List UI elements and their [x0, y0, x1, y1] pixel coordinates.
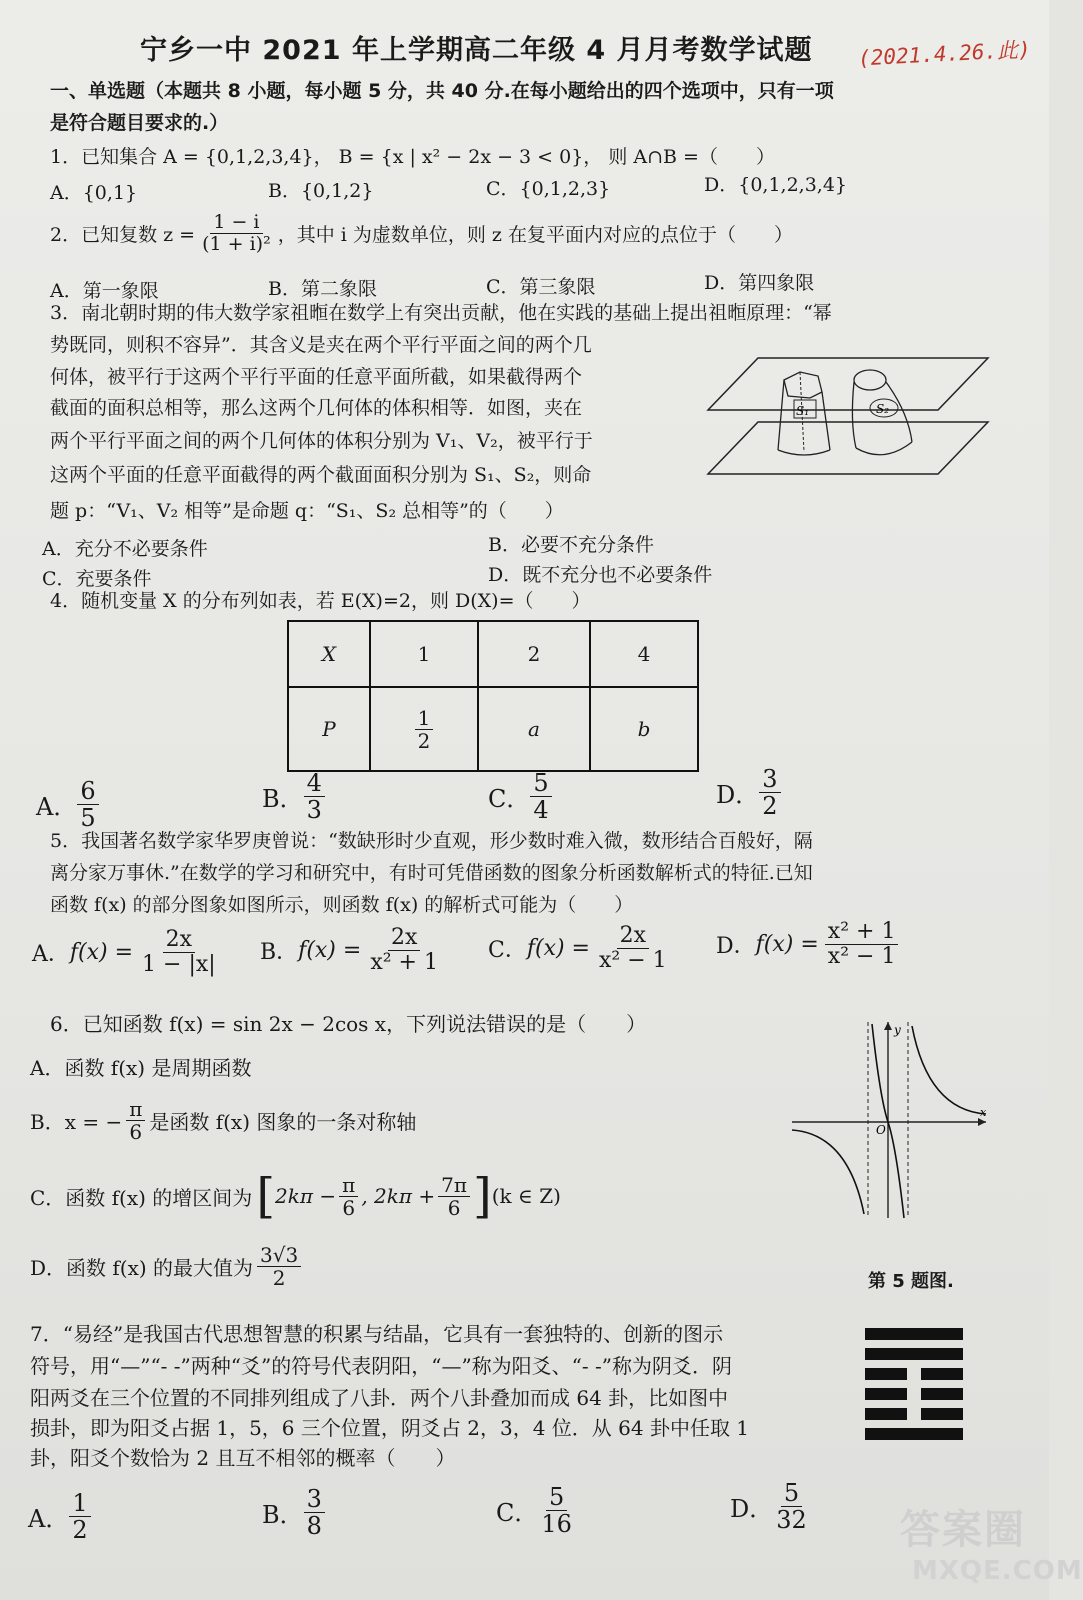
- figure-5-caption: 第 5 题图.: [868, 1271, 954, 1292]
- q3-line-7: 题 p：“V₁、V₂ 相等”是命题 q：“S₁、S₂ 总相等”的（ ）: [50, 500, 564, 522]
- frac-num: 5: [781, 1480, 802, 1507]
- frac-den: x² − 1: [827, 944, 896, 970]
- frac-den: 3: [306, 796, 322, 825]
- question-6-stem: 6．已知函数 f(x) = sin 2x − 2cos x，下列说法错误的是（ ）: [50, 1012, 647, 1036]
- frac-num: x² + 1: [825, 920, 899, 945]
- question-2-stem: [50, 212, 793, 255]
- section-heading: 一、单选题（本题共 8 小题，每小题 5 分，共 40 分.在每小题给出的四个选项中，只有一项: [50, 80, 834, 102]
- frac-den: x² − 1: [599, 948, 667, 974]
- option-label: C．: [488, 785, 531, 814]
- option-label: D．: [716, 781, 760, 810]
- branch-right: [912, 1026, 986, 1114]
- q1-option-a: A．{0,1}: [50, 182, 138, 204]
- q6-option-d: [30, 1244, 301, 1289]
- y-axis-label: y: [894, 1023, 901, 1037]
- q2-frac-num: 1 − i: [210, 212, 262, 234]
- frac-num: 3√3: [257, 1244, 301, 1267]
- hexagram-line-1: [865, 1428, 963, 1440]
- q2-option-a: A．第一象限: [50, 280, 159, 302]
- frac-num: 2x: [388, 926, 420, 951]
- frac-num: 7π: [438, 1174, 470, 1197]
- watermark-url: MXQE.COM: [912, 1556, 1083, 1586]
- frac-num: π: [339, 1174, 358, 1197]
- frac-den: 8: [306, 1512, 322, 1541]
- q5-line-1: 5．我国著名数学家华罗庚曾说：“数缺形时少直观，形少数时难入微，数形结合百般好，隔: [50, 830, 813, 852]
- q7-line-3: 阳两爻在三个位置的不同排列组成了八卦．两个八卦叠加而成 64 卦，比如图中: [30, 1386, 729, 1410]
- option-label: B．: [260, 940, 299, 966]
- frac-den: 2: [272, 1266, 286, 1290]
- frac-den: 6: [129, 1120, 143, 1144]
- s2-label: S₂: [876, 402, 890, 416]
- option-text: C．函数 f(x) 的增区间为: [30, 1185, 253, 1210]
- option-label: D．: [716, 934, 756, 960]
- q5-option-b: [260, 926, 441, 975]
- option-lhs: f(x) =: [755, 932, 819, 958]
- frac-den: 5: [80, 804, 96, 833]
- watermark-logo: 答案圈: [900, 1507, 1026, 1553]
- q2-option-c: C．第三象限: [486, 276, 596, 298]
- q3-option-c: C．充要条件: [42, 568, 152, 590]
- option-label: B．: [262, 1501, 304, 1530]
- q6-option-c: [30, 1168, 561, 1224]
- question-4-stem: 4．随机变量 X 的分布列如表，若 E(X)=2，则 D(X)=（ ）: [50, 590, 591, 612]
- option-label: A．: [28, 1505, 70, 1534]
- q3-line-2: 势既同，则积不容异”．其含义是夹在两个平行平面之间的两个几: [50, 334, 592, 356]
- hexagram-line-2: [865, 1408, 963, 1420]
- frac-num: 4: [304, 770, 325, 797]
- q6-option-a: A．函数 f(x) 是周期函数: [30, 1056, 252, 1080]
- q1-option-c: C．{0,1,2,3}: [486, 178, 611, 200]
- q7-line-5: 卦，阳爻个数恰为 2 且互不相邻的概率（ ）: [30, 1446, 456, 1470]
- q5-line-2: 离分家万事休.”在数学的学习和研究中，有时可凭借函数的图象分析函数解析式的特征.已知: [50, 862, 813, 884]
- frac-num: 1: [69, 1490, 90, 1517]
- q3-line-5: 两个平行平面之间的两个几何体的体积分别为 V₁、V₂，被平行于: [50, 430, 593, 452]
- x-axis-arrow-icon: [978, 1118, 986, 1126]
- q4-option-b: [262, 770, 325, 824]
- q5-function-graph: [788, 1018, 992, 1224]
- table-row: [288, 687, 698, 771]
- frac-den: 2: [72, 1516, 88, 1545]
- frac-num: 3: [304, 1486, 325, 1513]
- solid-2: [852, 370, 912, 455]
- option-label: A．: [32, 942, 70, 968]
- option-label: B．: [262, 785, 304, 814]
- q3-line-1: 3．南北朝时期的伟大数学家祖暅在数学上有突出贡献，他在实践的基础上提出祖暅原理：“幂: [50, 302, 832, 324]
- table-cell: 4: [590, 621, 698, 687]
- frac-den: 1 − |x|: [142, 952, 216, 978]
- frac-den: 6: [447, 1195, 461, 1220]
- hexagram-line-3: [865, 1388, 963, 1400]
- bracket-right: ]: [473, 1168, 492, 1224]
- upper-plane: [708, 358, 988, 410]
- frac-den: 2: [417, 728, 431, 753]
- frac-den: 4: [533, 796, 549, 825]
- option-label: A．: [36, 793, 78, 822]
- hexagram-line-5: [865, 1348, 963, 1360]
- option-label: C．: [496, 1499, 539, 1528]
- q3-line-6: 这两个平面的任意平面截得的两个截面面积分别为 S₁、S₂，则命: [50, 464, 592, 486]
- table-cell: 1: [370, 621, 478, 687]
- q1-option-b: B．{0,1,2}: [268, 180, 374, 202]
- frac-den: 6: [342, 1195, 356, 1220]
- option-text: D．函数 f(x) 的最大值为: [30, 1256, 254, 1280]
- q3-option-b: B．必要不充分条件: [488, 534, 654, 556]
- frac-num: π: [126, 1098, 145, 1121]
- q6-option-b: [30, 1098, 416, 1143]
- option-lhs: f(x) =: [526, 936, 590, 962]
- q3-option-d: D．既不充分也不必要条件: [488, 564, 713, 586]
- q7-line-4: 损卦，即为阳爻占据 1，5，6 三个位置，阴爻占 2，3，4 位．从 64 卦中任取 1: [30, 1416, 750, 1440]
- x-axis-label: x: [980, 1106, 987, 1119]
- option-label: D．: [730, 1495, 774, 1524]
- option-text: (k ∈ Z): [491, 1184, 561, 1208]
- table-cell: b: [590, 687, 698, 771]
- q1-option-d: D．{0,1,2,3,4}: [704, 174, 848, 196]
- solid-1: [778, 372, 830, 455]
- q2-fraction: [199, 212, 274, 255]
- q7-line-2: 符号，用“—”“- -”两种“爻”的符号代表阴阳，“—”称为阳爻、“- -”称为阴爻．阴: [30, 1354, 732, 1378]
- table-row: [288, 621, 698, 687]
- table-cell: X: [288, 621, 370, 687]
- q2-stem-pre: 2．已知复数 z =: [50, 223, 196, 246]
- q5-option-c: [488, 924, 670, 973]
- frac-num: 3: [759, 766, 780, 793]
- table-cell: a: [478, 687, 590, 771]
- frac-num: 6: [77, 778, 98, 805]
- q3-line-4: 截面的面积总相等，那么这两个几何体的体积相等．如图，夹在: [50, 397, 583, 419]
- option-lhs: f(x) =: [69, 940, 134, 966]
- table-cell: 2: [478, 621, 590, 687]
- q2-frac-den: (1 + i)²: [202, 232, 271, 255]
- q2-option-d: D．第四象限: [704, 272, 815, 294]
- frac-den: 16: [541, 1510, 572, 1539]
- zuxuan-principle-figure: [700, 352, 990, 488]
- bracket-left: [: [256, 1168, 276, 1224]
- frac-num: 5: [546, 1484, 567, 1511]
- frac-den: x² + 1: [370, 950, 438, 976]
- q4-option-d: [716, 766, 781, 820]
- branch-left: [792, 1130, 864, 1214]
- frac-den: 2: [762, 792, 778, 821]
- question-1-stem: 1．已知集合 A = {0,1,2,3,4}， B = {x | x² − 2x − 3 < 0}， 则 A∩B =（ ）: [50, 146, 775, 168]
- frac-num: 2x: [617, 924, 649, 949]
- option-lhs: f(x) =: [298, 938, 362, 964]
- q7-line-1: 7．“易经”是我国古代思想智慧的积累与结晶，它具有一套独特的、创新的图示: [30, 1322, 724, 1346]
- sun-hexagram-icon: [865, 1328, 963, 1448]
- q7-option-b: [262, 1486, 325, 1540]
- table-cell-fraction: [370, 687, 478, 771]
- q5-option-a: [32, 928, 219, 977]
- q3-option-a: A．充分不必要条件: [42, 538, 208, 560]
- q7-option-d: [730, 1480, 810, 1534]
- option-text: B．x = −: [30, 1110, 123, 1134]
- page-title: 宁乡一中 2021 年上学期高二年级 4 月月考数学试题: [140, 35, 813, 66]
- option-text: 是函数 f(x) 图象的一条对称轴: [149, 1110, 417, 1134]
- s1-label: S₁: [796, 404, 810, 418]
- section-heading-cont: 是符合题目要求的.）: [50, 112, 229, 134]
- frac-den: 32: [776, 1506, 807, 1535]
- frac-num: 1: [415, 707, 434, 730]
- hexagram-line-6: [865, 1328, 963, 1340]
- lower-plane: [708, 422, 988, 474]
- option-label: C．: [488, 938, 527, 964]
- q7-option-c: [496, 1484, 575, 1538]
- frac-num: 2x: [163, 928, 195, 953]
- origin-label: O: [876, 1123, 886, 1137]
- q3-line-3: 何体，被平行于这两个平行平面的任意平面所截，如果截得两个: [50, 366, 583, 388]
- q5-option-d: [716, 920, 898, 969]
- q7-option-a: [28, 1490, 91, 1544]
- handwritten-date: (2021.4.26.此): [857, 37, 1032, 71]
- distribution-table: [287, 620, 699, 772]
- option-text: , 2kπ +: [361, 1184, 436, 1208]
- option-text: 2kπ −: [275, 1184, 337, 1208]
- q2-option-b: B．第二象限: [268, 278, 377, 300]
- q4-option-c: [488, 770, 552, 824]
- q4-option-a: [36, 778, 99, 832]
- q5-line-3: 函数 f(x) 的部分图象如图所示，则函数 f(x) 的解析式可能为（ ）: [50, 894, 634, 916]
- y-axis-arrow-icon: [884, 1022, 892, 1030]
- frac-num: 5: [530, 770, 551, 797]
- table-cell: P: [288, 687, 370, 771]
- hexagram-line-4: [865, 1368, 963, 1380]
- q2-stem-post: ，其中 i 为虚数单位，则 z 在复平面内对应的点位于（ ）: [277, 223, 793, 246]
